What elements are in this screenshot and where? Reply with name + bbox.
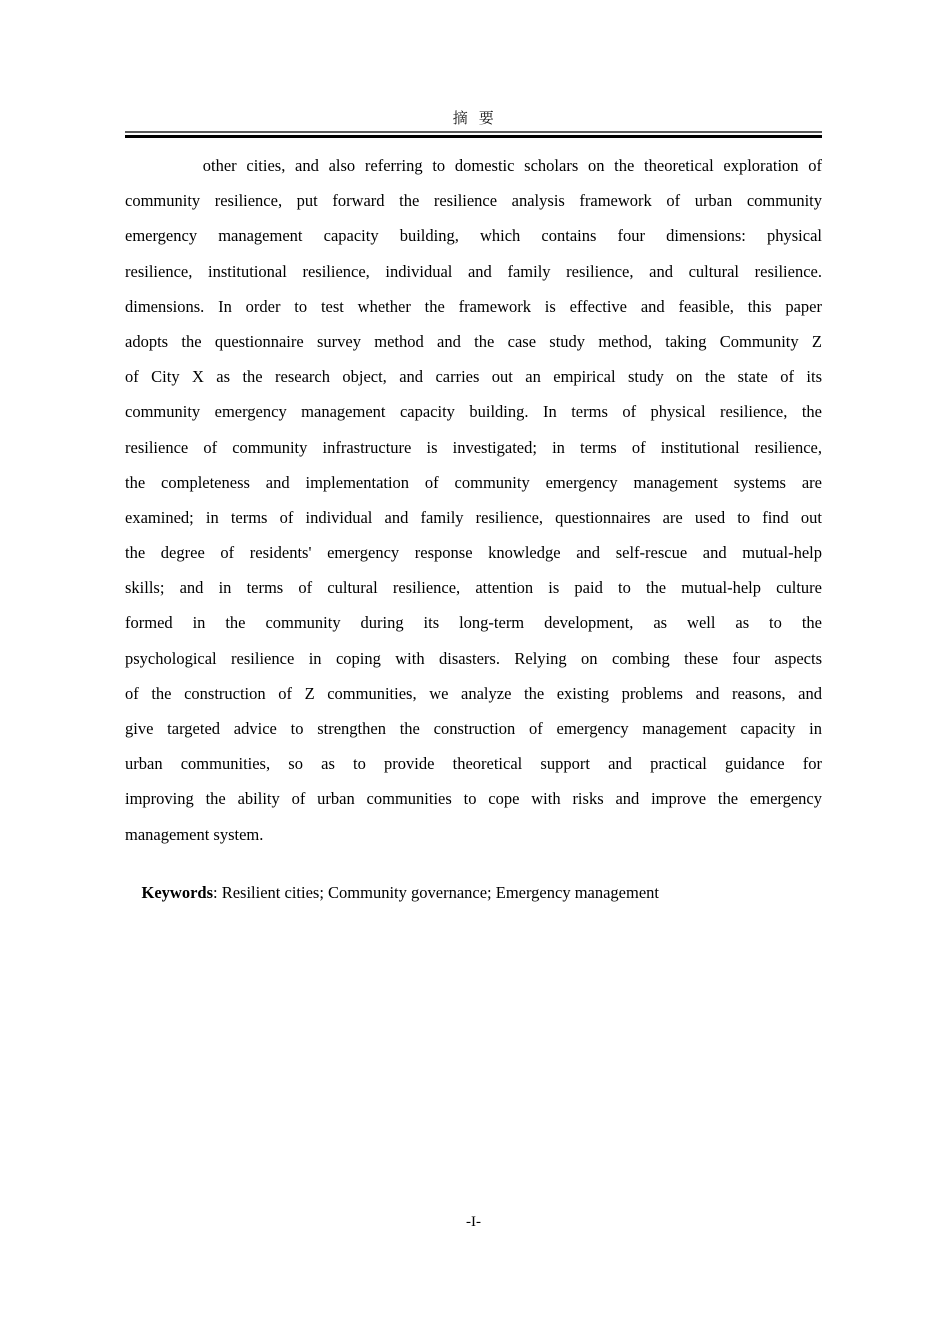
keywords-separator: : — [213, 883, 222, 902]
page-header — [125, 108, 822, 138]
page-header-title: 摘 要 — [452, 109, 495, 127]
page-footer — [125, 1212, 822, 1232]
abstract-line: of the construction of Z communities, we analyze the existing problems and reasons, and — [125, 683, 822, 703]
abstract-line: dimensions. In order to test whether the framework is effective and feasible, this paper — [125, 296, 822, 316]
abstract-body — [125, 148, 822, 852]
abstract-line: resilience, institutional resilience, individual and family resilience, and cultural resilience. — [125, 261, 822, 281]
abstract-line: formed in the community during its long-term development, as well as to the — [125, 613, 822, 633]
keywords-label: Keywords — [141, 883, 213, 902]
page-number: -I- — [466, 1214, 481, 1230]
abstract-line: emergency management capacity building, which contains four dimensions: physical — [125, 226, 822, 246]
abstract-line: the completeness and implementation of community emergency management systems are — [125, 472, 822, 492]
abstract-line: of City X as the research object, and carries out an empirical study on the state of its — [125, 367, 822, 387]
abstract-line: adopts the questionnaire survey method and the case study method, taking Community Z — [125, 331, 822, 351]
abstract-line: community resilience, put forward the resilience analysis framework of urban community — [125, 191, 822, 211]
abstract-line: skills; and in terms of cultural resilience, attention is paid to the mutual-help culture — [125, 578, 822, 598]
abstract-line: management system. — [125, 824, 264, 844]
abstract-line: resilience of community infrastructure is investigated; in terms of institutional resilience, — [125, 437, 822, 457]
abstract-line: examined; in terms of individual and family resilience, questionnaires are used to find out — [125, 507, 822, 527]
keywords-value: Resilient cities; Community governance; Emergency management — [221, 883, 660, 902]
abstract-line: improving the ability of urban communities to cope with risks and improve the emergency — [125, 789, 822, 809]
abstract-line: community emergency management capacity building. In terms of physical resilience, the — [125, 402, 822, 422]
abstract-line: urban communities, so as to provide theoretical support and practical guidance for — [125, 754, 822, 774]
keywords-line — [125, 848, 822, 938]
abstract-line: psychological resilience in coping with disasters. Relying on combing these four aspects — [125, 648, 822, 668]
abstract-line: the degree of residents' emergency response knowledge and self-rescue and mutual-help — [125, 543, 822, 563]
abstract-line: other cities, and also referring to domestic scholars on the theoretical exploration of — [125, 156, 823, 175]
abstract-line: give targeted advice to strengthen the construction of emergency management capacity in — [125, 719, 822, 738]
header-rule-thick — [125, 135, 822, 138]
